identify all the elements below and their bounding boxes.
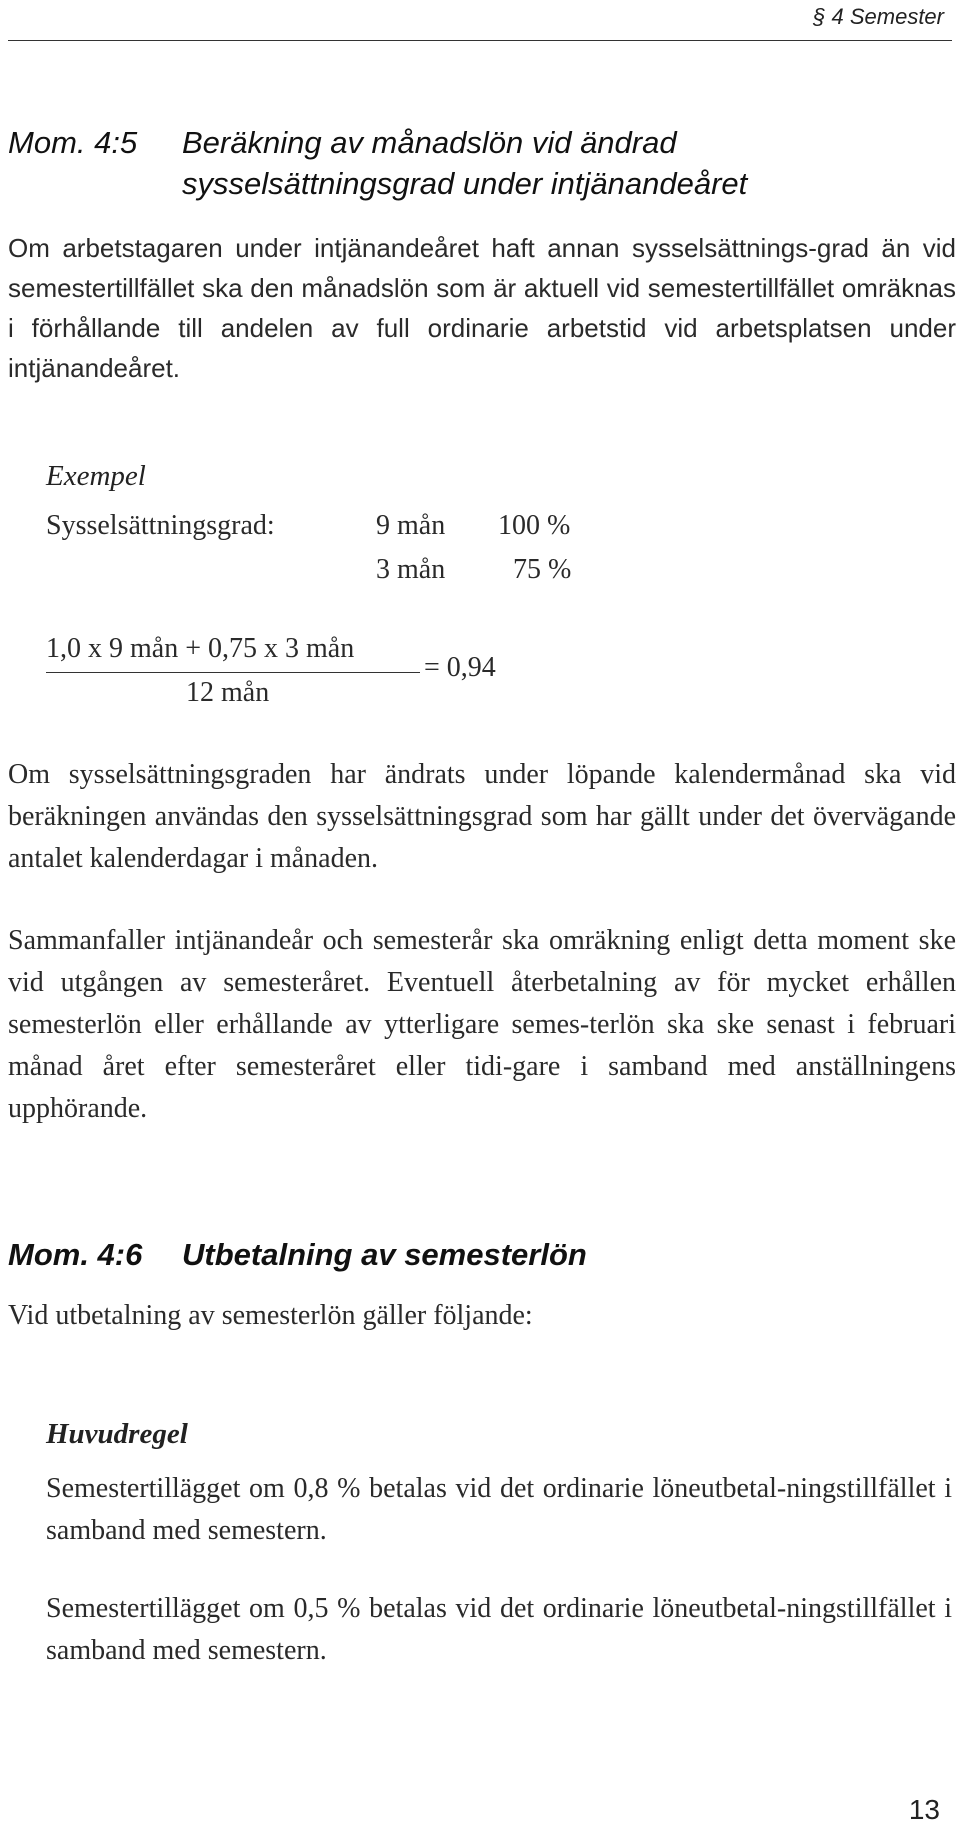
paragraph-calendar-month: Om sysselsättningsgraden har ändrats under löpande kalendermånad ska vid beräkningen användas den sysselsättningsgrad som har gällt under det övervägande antalet kalenderdagar i månaden.: [8, 759, 956, 874]
section-number: Mom. 4:6: [8, 1237, 143, 1272]
running-header: § 4 Semester: [813, 4, 944, 29]
fraction-numerator: 1,0 x 9 mån + 0,75 x 3 mån: [46, 633, 355, 664]
paragraph-payment-intro: Vid utbetalning av semesterlön gäller följande:: [8, 1300, 533, 1331]
header-divider: [8, 40, 952, 41]
example-label: Sysselsättningsgrad:: [46, 510, 275, 541]
example-row-months: 9 mån: [376, 510, 446, 541]
paragraph-rule-2: Semestertillägget om 0,5 % betalas vid det ordinarie löneutbetal-ningstillfället i samband med semestern.: [46, 1593, 952, 1666]
section-heading-4-5: [8, 122, 948, 204]
rule-title: Huvudregel: [46, 1418, 188, 1450]
example-row-months: 3 mån: [376, 554, 446, 585]
fraction-result: = 0,94: [424, 652, 496, 683]
section-title-line2: sysselsättningsgrad under intjänandeåret: [182, 166, 748, 201]
paragraph-repayment: Sammanfaller intjänandeår och semesterår ska omräkning enligt detta moment ske vid utgången av semesteråret. Eventuell återbetalning av för mycket erhållen semesterlön eller erhållande av ytterligare semes-terlön ska ske senast i februari månad året efter semesteråret eller tidi-gare i samband med anställningens upphörande.: [8, 925, 956, 1124]
example-row-percent: 75 %: [513, 554, 572, 585]
section-number: Mom. 4:5: [8, 125, 138, 160]
fraction-denominator: 12 mån: [186, 677, 270, 708]
page-number: 13: [908, 1794, 940, 1825]
example-row-percent: 100 %: [498, 510, 571, 541]
paragraph-intro: Om arbetstagaren under intjänandeåret haft annan sysselsättnings-grad än vid semestertillfället ska den månadslön som är aktuell vid semestertillfället omräknas i förhållande till andelen av full ordinarie arbetstid vid arbetsplatsen under intjänandeåret.: [8, 233, 956, 383]
section-title: Utbetalning av semesterlön: [182, 1237, 587, 1272]
section-heading-4-6: [8, 1234, 948, 1275]
example-title: Exempel: [46, 460, 146, 492]
section-title-line1: Beräkning av månadslön vid ändrad: [182, 125, 677, 160]
paragraph-rule-1: Semestertillägget om 0,8 % betalas vid det ordinarie löneutbetal-ningstillfället i samband med semestern.: [46, 1473, 952, 1546]
fraction-line: [46, 672, 420, 673]
